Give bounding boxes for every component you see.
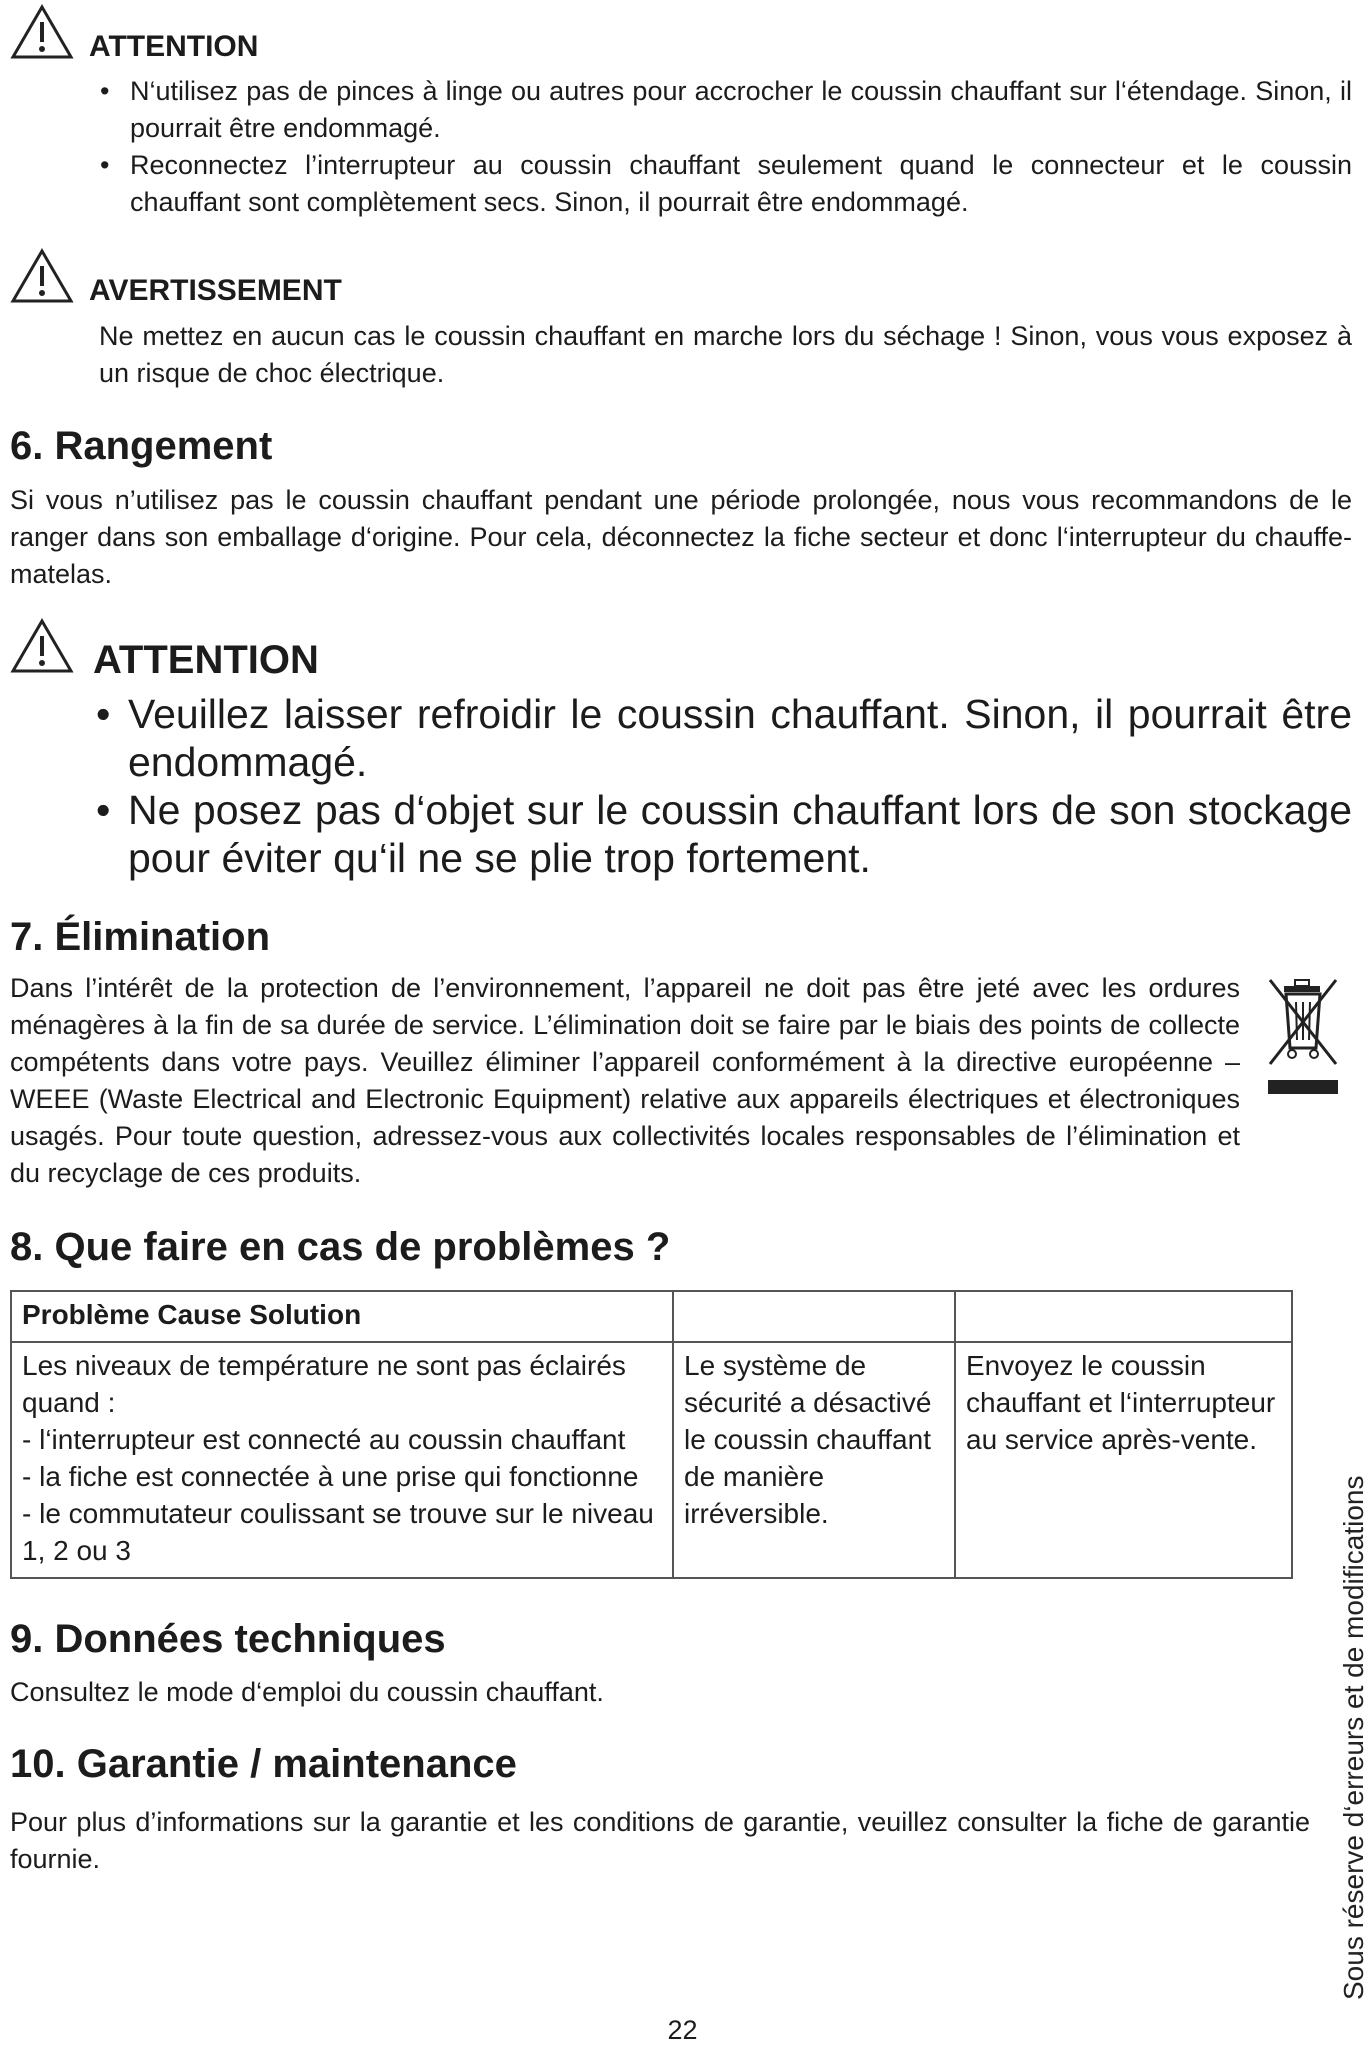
- table-header-cell-empty: [673, 1291, 955, 1342]
- avertissement-heading: AVERTISSEMENT: [89, 274, 342, 307]
- avertissement-block: [10, 248, 74, 309]
- section-6-title: 6. Rangement: [10, 424, 273, 468]
- problem-cell: [11, 1342, 673, 1578]
- table-header-cell-empty: [955, 1291, 1292, 1342]
- attention-heading-2: ATTENTION: [93, 638, 319, 682]
- section-9-text: Consultez le mode d‘emploi du coussin chauffant.: [10, 1677, 604, 1707]
- problem-table: [10, 1290, 1293, 1579]
- table-row: [11, 1342, 1292, 1578]
- solution-cell: Envoyez le coussin chauffant et l‘interrupteur au service après-vente.: [955, 1342, 1292, 1578]
- attention-list-1: [100, 73, 1352, 221]
- list-item: • Reconnectez l’interrupteur au coussin chauffant seulement quand le connecteur et le coussin chauffant sont complètement secs. Sinon, il pourrait être endommagé.: [100, 147, 1352, 221]
- warning-triangle-icon: [10, 248, 74, 304]
- section-10-text: Pour plus d’informations sur la garantie et les conditions de garantie, veuillez consulter la fiche de garantie fournie.: [10, 1807, 1310, 1874]
- cause-cell: Le système de sécurité a désactivé le coussin chauffant de manière irréversible.: [673, 1342, 955, 1578]
- attention-block-2: [10, 618, 74, 679]
- problem-line: - l‘interrupteur est connecté au coussin chauffant: [22, 1424, 626, 1455]
- warning-triangle-icon: [10, 618, 74, 674]
- list-item: • Veuillez laisser refroidir le coussin chauffant. Sinon, il pourrait être endommagé.: [96, 690, 1352, 786]
- attention-list-2: [96, 690, 1352, 882]
- section-9-title: 9. Données techniques: [10, 1617, 446, 1661]
- table-header-cell: Problème Cause Solution: [11, 1291, 673, 1342]
- page-number: 22: [667, 2015, 698, 2045]
- section-7-title: 7. Élimination: [10, 915, 271, 959]
- section-7-text: Dans l’intérêt de la protection de l’environnement, l’appareil ne doit pas être jeté avec les ordures ménagères à la fin de sa durée de service. L’élimination doit se faire par le biais des points de collecte compétents dans votre pays. Veuillez éliminer l’appareil conformément à la directive européenne – WEEE (Waste Electrical and Electronic Equipment) relative aux appareils électriques et électroniques usagés. Pour toute question, adressez-vous aux collectivités locales responsables de l’élimination et du recyclage de ces produits.: [10, 973, 1240, 1188]
- avertissement-text: Ne mettez en aucun cas le coussin chauffant en marche lors du séchage ! Sinon, vous vous exposez à un risque de choc électrique.: [99, 321, 1352, 388]
- table-header-row: [11, 1291, 1292, 1342]
- side-note: Sous réserve d‘erreurs et de modifications: [1338, 1475, 1369, 2000]
- list-item: • Ne posez pas d‘objet sur le coussin chauffant lors de son stockage pour éviter qu‘il ne se plie trop fortement.: [96, 786, 1352, 882]
- attention-block-1: [10, 4, 74, 65]
- problem-line: - la fiche est connectée à une prise qui fonctionne: [22, 1461, 639, 1492]
- list-item: • N‘utilisez pas de pinces à linge ou autres pour accrocher le coussin chauffant sur l‘étendage. Sinon, il pourrait être endommagé.: [100, 73, 1352, 147]
- section-10-title: 10. Garantie / maintenance: [10, 1742, 517, 1786]
- section-6-text: Si vous n’utilisez pas le coussin chauffant pendant une période prolongée, nous vous recommandons de le ranger dans son emballage d‘origine. Pour cela, déconnectez la fiche secteur et donc l‘interrupteur du chauffe-matelas.: [10, 485, 1352, 589]
- problem-line: Les niveaux de température ne sont pas éclairés quand :: [22, 1350, 626, 1418]
- section-8-title: 8. Que faire en cas de problèmes ?: [10, 1225, 671, 1269]
- warning-triangle-icon: [10, 4, 74, 60]
- weee-crossed-bin-icon: [1262, 976, 1344, 1096]
- problem-line: - le commutateur coulissant se trouve sur le niveau 1, 2 ou 3: [22, 1498, 654, 1566]
- attention-heading-1: ATTENTION: [89, 30, 259, 63]
